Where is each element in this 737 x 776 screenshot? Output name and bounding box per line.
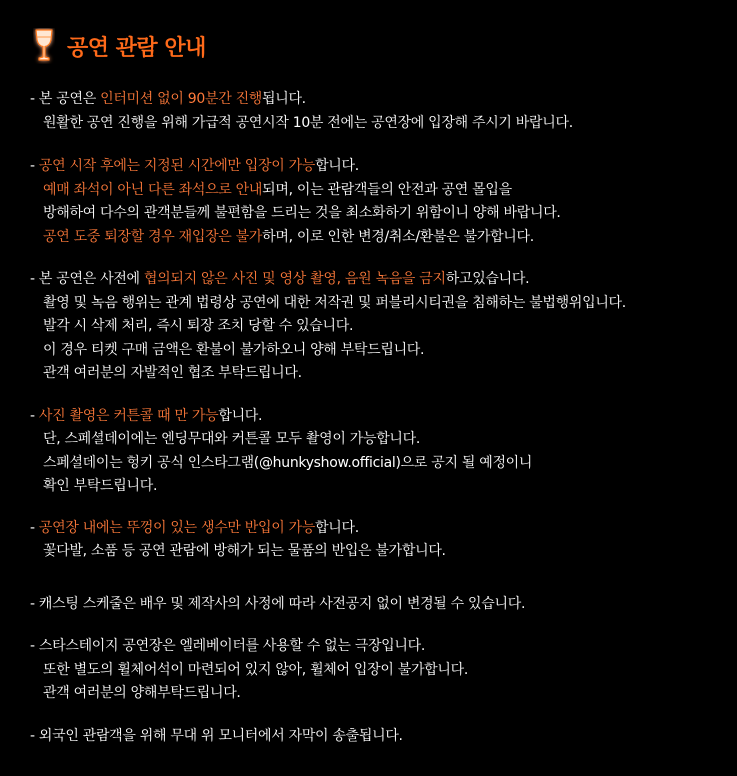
notice-item xyxy=(30,155,730,249)
notice-text: 하며, 이로 인한 변경/취소/환불은 불가합니다. xyxy=(262,228,534,245)
notice-text: - xyxy=(30,158,39,174)
notice-text: 하고있습니다. xyxy=(445,271,530,287)
notice-line xyxy=(30,112,730,136)
notice-item xyxy=(30,517,730,564)
notice-line xyxy=(30,725,730,749)
notice-line xyxy=(30,268,730,292)
notice-highlight: 협의되지 않은 사진 및 영상 촬영, 음원 녹음을 금지 xyxy=(143,271,446,287)
wine-glass-icon xyxy=(33,28,55,64)
notice-text: - 본 공연은 사전에 xyxy=(30,271,144,287)
notice-highlight: 사진 촬영은 커튼콜 때 만 가능 xyxy=(38,407,219,424)
notice-text: 됩니다. xyxy=(262,91,306,107)
notice-line xyxy=(30,155,730,179)
notice-item xyxy=(30,405,730,499)
notice-item xyxy=(30,88,730,135)
notice-text: 확인 부탁드립니다. xyxy=(43,478,158,494)
notice-text: 합니다. xyxy=(315,158,359,174)
notice-line xyxy=(30,405,730,429)
notice-text: - 본 공연은 xyxy=(30,91,101,107)
notice-line xyxy=(30,635,730,659)
notice-item xyxy=(30,268,730,386)
header xyxy=(33,28,206,64)
notice-highlight: 예매 좌석이 아닌 다른 좌석으로 안내 xyxy=(43,181,263,198)
notice-line xyxy=(30,179,730,203)
notice-item xyxy=(30,593,730,617)
notice-highlight: 공연 시작 후에는 지정된 시간에만 입장이 가능 xyxy=(38,158,316,174)
notice-text: 이 경우 티켓 구매 금액은 환불이 불가하오니 양해 부탁드립니다. xyxy=(43,341,425,358)
notice-line xyxy=(30,362,730,386)
notice-text: 촬영 및 녹음 행위는 관계 법령상 공연에 대한 저작권 및 퍼블리시티권을 침해하는 불법행위입니다. xyxy=(43,294,626,311)
notice-text: 발각 시 삭제 처리, 즉시 퇴장 조치 당할 수 있습니다. xyxy=(43,318,354,334)
notice-item xyxy=(30,635,730,706)
notice-line xyxy=(30,475,730,499)
notice-highlight: 공연 도중 퇴장할 경우 재입장은 불가 xyxy=(43,228,263,245)
notice-text: - xyxy=(30,519,39,536)
notice-line xyxy=(30,226,730,250)
notice-text: 합니다. xyxy=(315,519,359,536)
notice-line xyxy=(30,292,730,316)
notice-text: 원활한 공연 진행을 위해 가급적 공연시작 10분 전에는 공연장에 입장해 주시기 바랍니다. xyxy=(43,114,573,131)
notice-list xyxy=(30,88,730,748)
notice-text: 단, 스페셜데이에는 엔딩무대와 커튼콜 모두 촬영이 가능합니다. xyxy=(43,431,421,447)
notice-text: 합니다. xyxy=(218,407,263,424)
notice-text: 꽃다발, 소품 등 공연 관람에 방해가 되는 물품의 반입은 불가합니다. xyxy=(43,543,446,559)
notice-text: 관객 여러분의 자발적인 협조 부탁드립니다. xyxy=(43,365,302,381)
notice-line xyxy=(30,315,730,339)
notice-text: - xyxy=(30,407,39,424)
notice-item xyxy=(30,725,730,749)
notice-line xyxy=(30,202,730,226)
notice-text: 관객 여러분의 양해부탁드립니다. xyxy=(43,685,241,701)
notice-line xyxy=(30,88,730,112)
notice-line xyxy=(30,593,730,617)
notice-text: - 스타스테이지 공연장은 엘레베이터를 사용할 수 없는 극장입니다. xyxy=(30,638,426,654)
notice-line xyxy=(30,659,730,683)
notice-text: - 외국인 관람객을 위해 무대 위 모니터에서 자막이 송출됩니다. xyxy=(30,727,403,744)
notice-highlight: 인터미션 없이 90분간 진행 xyxy=(100,91,263,107)
notice-text: 스페셜데이는 헝키 공식 인스타그램(@hunkyshow.official)으로 공지 될 예정이니 xyxy=(43,454,533,471)
notice-text: 방해하여 다수의 관객분들께 불편함을 드리는 것을 최소화하기 위함이니 양해 바랍니다. xyxy=(43,205,561,221)
page-title: 공연 관람 안내 xyxy=(67,35,206,61)
notice-line xyxy=(30,517,730,541)
notice-line xyxy=(30,339,730,363)
notice-line xyxy=(30,540,730,564)
notice-line xyxy=(30,428,730,452)
notice-line xyxy=(30,682,730,706)
notice-highlight: 공연장 내에는 뚜껑이 있는 생수만 반입이 가능 xyxy=(38,519,316,536)
notice-line xyxy=(30,452,730,476)
notice-text: - 캐스팅 스케줄은 배우 및 제작사의 사정에 따라 사전공지 없이 변경될 수 있습니다. xyxy=(30,595,526,612)
notice-text: 되며, 이는 관람객들의 안전과 공연 몰입을 xyxy=(262,181,512,198)
notice-text: 또한 별도의 휠체어석이 마련되어 있지 않아, 휠체어 입장이 불가합니다. xyxy=(43,661,468,678)
